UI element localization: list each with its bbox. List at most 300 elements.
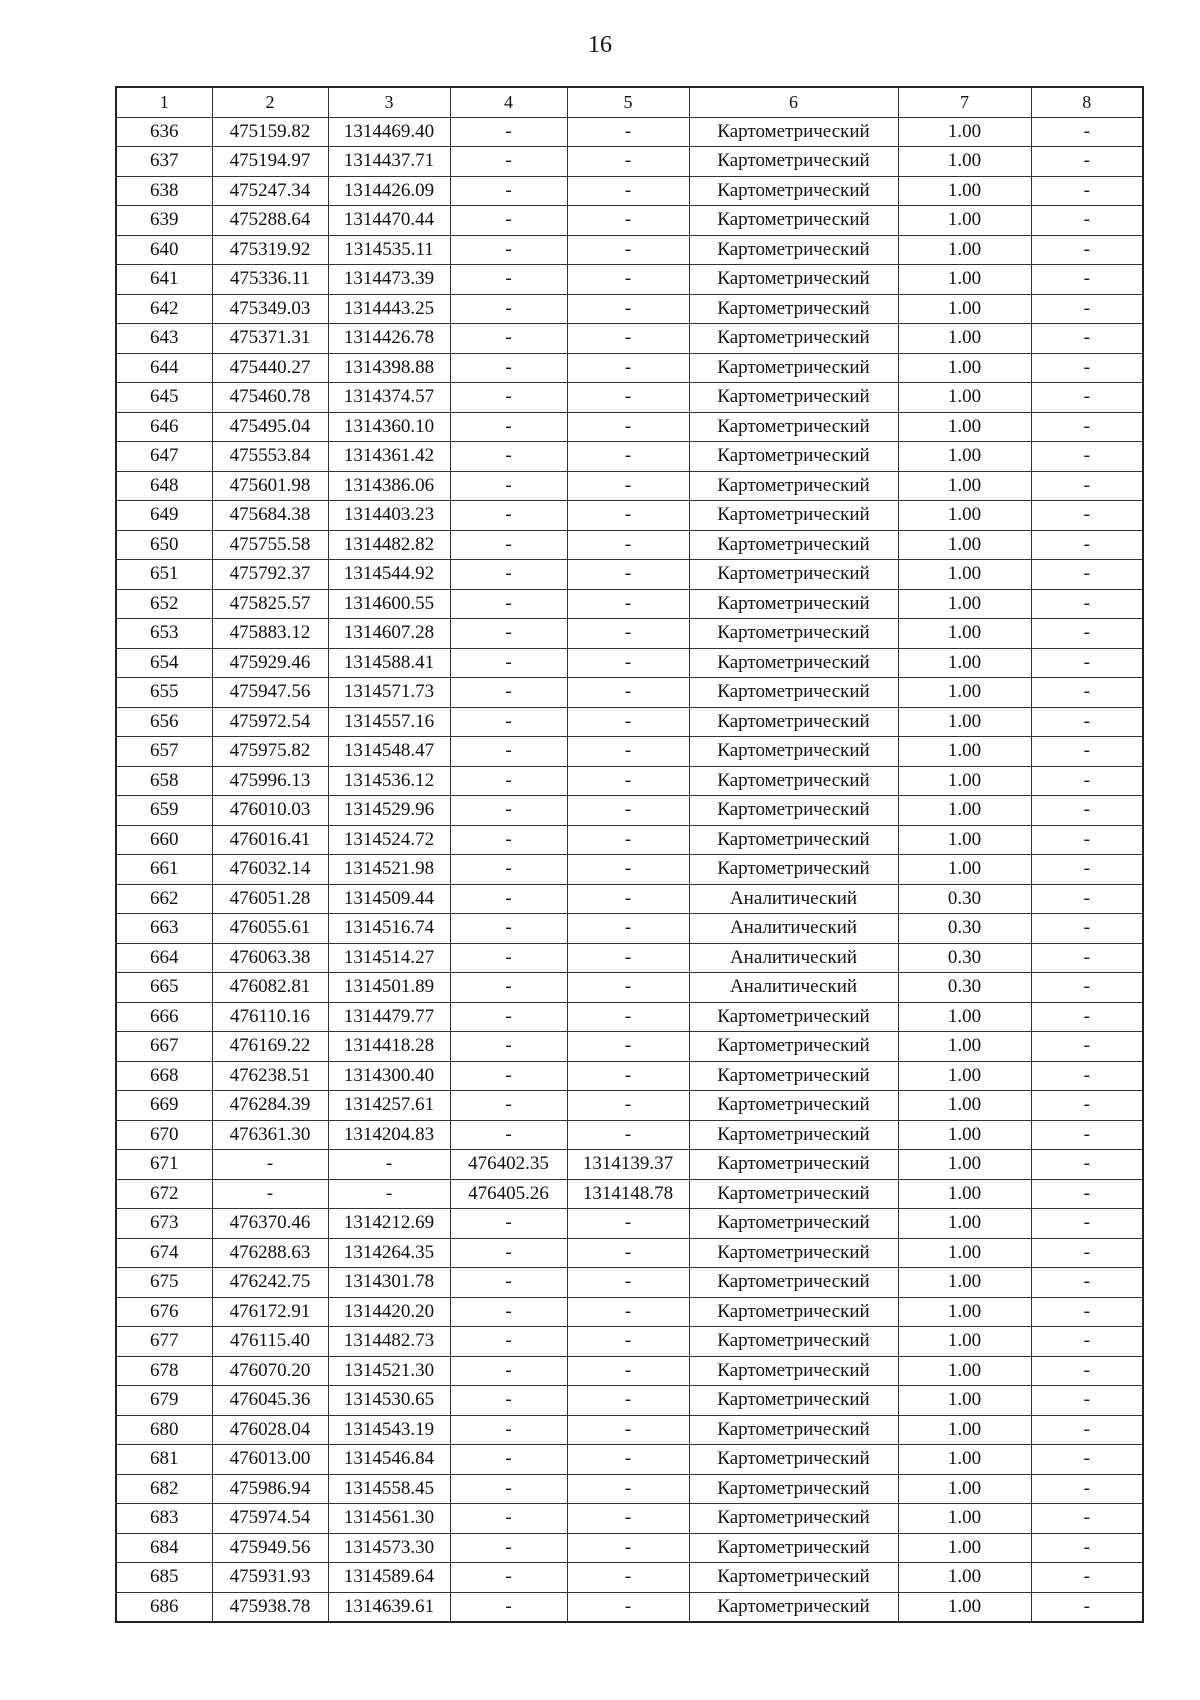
table-cell: - — [450, 412, 567, 442]
table-cell: 1314509.44 — [328, 884, 450, 914]
table-cell: 1.00 — [898, 1445, 1031, 1475]
table-cell: - — [567, 501, 689, 531]
table-cell: 1.00 — [898, 442, 1031, 472]
table-row — [116, 206, 1143, 236]
table-cell: 475947.56 — [212, 678, 328, 708]
table-cell: 476402.35 — [450, 1150, 567, 1180]
table-cell: - — [567, 973, 689, 1003]
table-cell: Картометрический — [689, 1091, 898, 1121]
table-cell: 1314546.84 — [328, 1445, 450, 1475]
table-cell: 675 — [116, 1268, 212, 1298]
table-cell: Картометрический — [689, 766, 898, 796]
table-cell: - — [567, 1061, 689, 1091]
table-cell: - — [1031, 825, 1143, 855]
table-cell: - — [567, 1032, 689, 1062]
table-cell: - — [1031, 855, 1143, 885]
table-row — [116, 619, 1143, 649]
table-cell: 1.00 — [898, 796, 1031, 826]
table-cell: Картометрический — [689, 176, 898, 206]
column-header: 7 — [898, 87, 1031, 117]
table-cell: Картометрический — [689, 1297, 898, 1327]
table-cell: - — [1031, 1533, 1143, 1563]
table-cell: 684 — [116, 1533, 212, 1563]
table-cell: 1.00 — [898, 560, 1031, 590]
table-cell: Картометрический — [689, 383, 898, 413]
table-cell: 475349.03 — [212, 294, 328, 324]
table-cell: 686 — [116, 1592, 212, 1622]
table-cell: 1314420.20 — [328, 1297, 450, 1327]
table-row — [116, 294, 1143, 324]
table-cell: 1314148.78 — [567, 1179, 689, 1209]
table-row — [116, 796, 1143, 826]
table-cell: Картометрический — [689, 412, 898, 442]
table-cell: 476405.26 — [450, 1179, 567, 1209]
table-cell: 1.00 — [898, 1533, 1031, 1563]
table-cell: Картометрический — [689, 648, 898, 678]
table-cell: 1314536.12 — [328, 766, 450, 796]
table-cell: - — [1031, 766, 1143, 796]
table-cell: 683 — [116, 1504, 212, 1534]
table-row — [116, 855, 1143, 885]
table-row — [116, 353, 1143, 383]
table-cell: - — [567, 294, 689, 324]
table-cell: 1314301.78 — [328, 1268, 450, 1298]
table-cell: 475986.94 — [212, 1474, 328, 1504]
table-cell: 475194.97 — [212, 147, 328, 177]
table-cell: 1.00 — [898, 176, 1031, 206]
table-row — [116, 1061, 1143, 1091]
table-cell: 1.00 — [898, 1386, 1031, 1416]
table-cell: 1314482.82 — [328, 530, 450, 560]
table-cell: 1.00 — [898, 1032, 1031, 1062]
table-cell: 476055.61 — [212, 914, 328, 944]
table-cell: 677 — [116, 1327, 212, 1357]
table-cell: 1.00 — [898, 1120, 1031, 1150]
table-cell: 1314524.72 — [328, 825, 450, 855]
table-cell: 1314571.73 — [328, 678, 450, 708]
table-cell: 660 — [116, 825, 212, 855]
table-cell: Картометрический — [689, 442, 898, 472]
table-cell: 666 — [116, 1002, 212, 1032]
table-cell: Картометрический — [689, 619, 898, 649]
table-cell: - — [567, 1445, 689, 1475]
table-row — [116, 147, 1143, 177]
table-row — [116, 1356, 1143, 1386]
table-cell: - — [1031, 1032, 1143, 1062]
table-cell: 475975.82 — [212, 737, 328, 767]
table-cell: 652 — [116, 589, 212, 619]
table-cell: 674 — [116, 1238, 212, 1268]
table-cell: 475825.57 — [212, 589, 328, 619]
table-cell: 1.00 — [898, 1238, 1031, 1268]
table-cell: 653 — [116, 619, 212, 649]
table-row — [116, 235, 1143, 265]
table-cell: 476110.16 — [212, 1002, 328, 1032]
table-cell: - — [567, 648, 689, 678]
table-cell: - — [450, 442, 567, 472]
table-cell: 644 — [116, 353, 212, 383]
table-row — [116, 1032, 1143, 1062]
table-cell: 476070.20 — [212, 1356, 328, 1386]
table-cell: - — [450, 294, 567, 324]
table-row — [116, 1297, 1143, 1327]
table-cell: - — [567, 1297, 689, 1327]
table-cell: - — [1031, 324, 1143, 354]
table-cell: - — [567, 530, 689, 560]
table-cell: 475553.84 — [212, 442, 328, 472]
table-row — [116, 560, 1143, 590]
table-cell: 1314403.23 — [328, 501, 450, 531]
table-cell: 1.00 — [898, 265, 1031, 295]
table-cell: - — [450, 648, 567, 678]
table-cell: - — [567, 412, 689, 442]
table-cell: 1.00 — [898, 294, 1031, 324]
table-cell: - — [1031, 943, 1143, 973]
table-cell: 655 — [116, 678, 212, 708]
table-cell: 1.00 — [898, 1297, 1031, 1327]
column-header: 2 — [212, 87, 328, 117]
table-cell: 1.00 — [898, 1002, 1031, 1032]
table-row — [116, 1504, 1143, 1534]
table-cell: - — [1031, 560, 1143, 590]
table-cell: - — [1031, 1120, 1143, 1150]
table-cell: 1.00 — [898, 1150, 1031, 1180]
table-cell: - — [1031, 294, 1143, 324]
table-cell: - — [450, 1061, 567, 1091]
table-cell: - — [450, 206, 567, 236]
table-cell: - — [567, 206, 689, 236]
table-cell: 681 — [116, 1445, 212, 1475]
table-cell: - — [450, 353, 567, 383]
table-cell: 1.00 — [898, 855, 1031, 885]
table-cell: 1314398.88 — [328, 353, 450, 383]
table-cell: - — [450, 1297, 567, 1327]
table-cell: 1.00 — [898, 1327, 1031, 1357]
table-cell: Картометрический — [689, 1002, 898, 1032]
table-cell: 647 — [116, 442, 212, 472]
table-cell: 1314426.09 — [328, 176, 450, 206]
table-cell: - — [1031, 383, 1143, 413]
table-cell: - — [1031, 1386, 1143, 1416]
table-cell: 1314535.11 — [328, 235, 450, 265]
table-cell: - — [567, 1238, 689, 1268]
table-cell: Картометрический — [689, 1238, 898, 1268]
column-header: 8 — [1031, 87, 1143, 117]
table-cell: Картометрический — [689, 589, 898, 619]
table-cell: Картометрический — [689, 1327, 898, 1357]
table-cell: - — [567, 766, 689, 796]
table-cell: 650 — [116, 530, 212, 560]
table-cell: 476172.91 — [212, 1297, 328, 1327]
table-row — [116, 648, 1143, 678]
table-row — [116, 1268, 1143, 1298]
table-row — [116, 1179, 1143, 1209]
table-cell: 475938.78 — [212, 1592, 328, 1622]
table-cell: - — [567, 1327, 689, 1357]
table-cell: 1314573.30 — [328, 1533, 450, 1563]
table-cell: - — [450, 1356, 567, 1386]
table-cell: Картометрический — [689, 1563, 898, 1593]
table-row — [116, 501, 1143, 531]
table-cell: - — [450, 1209, 567, 1239]
table-row — [116, 442, 1143, 472]
table-cell: - — [567, 1386, 689, 1416]
table-cell: Картометрический — [689, 1356, 898, 1386]
table-cell: - — [1031, 471, 1143, 501]
table-cell: 646 — [116, 412, 212, 442]
table-cell: 639 — [116, 206, 212, 236]
table-cell: 1.00 — [898, 530, 1031, 560]
table-cell: - — [450, 324, 567, 354]
table-cell: - — [1031, 1091, 1143, 1121]
table-cell: 476010.03 — [212, 796, 328, 826]
table-cell: 475336.11 — [212, 265, 328, 295]
table-cell: - — [212, 1179, 328, 1209]
table-cell: 676 — [116, 1297, 212, 1327]
table-cell: 1314418.28 — [328, 1032, 450, 1062]
table-cell: - — [450, 707, 567, 737]
table-cell: 1.00 — [898, 383, 1031, 413]
table-cell: Картометрический — [689, 796, 898, 826]
table-cell: - — [567, 1592, 689, 1622]
table-row — [116, 412, 1143, 442]
table-cell: 638 — [116, 176, 212, 206]
table-cell: 1.00 — [898, 707, 1031, 737]
table-cell: 1314589.64 — [328, 1563, 450, 1593]
table-cell: 1314557.16 — [328, 707, 450, 737]
table-cell: - — [450, 1415, 567, 1445]
table-row — [116, 678, 1143, 708]
table-cell: 668 — [116, 1061, 212, 1091]
table-cell: - — [1031, 678, 1143, 708]
table-cell: - — [567, 1209, 689, 1239]
table-cell: - — [450, 235, 567, 265]
table-cell: - — [1031, 1563, 1143, 1593]
table-cell: 651 — [116, 560, 212, 590]
table-cell: 475495.04 — [212, 412, 328, 442]
table-cell: 1.00 — [898, 648, 1031, 678]
table-cell: - — [450, 766, 567, 796]
table-cell: 476370.46 — [212, 1209, 328, 1239]
table-cell: Картометрический — [689, 1032, 898, 1062]
table-cell: - — [450, 855, 567, 885]
table-cell: 648 — [116, 471, 212, 501]
table-cell: 1314600.55 — [328, 589, 450, 619]
table-cell: 671 — [116, 1150, 212, 1180]
table-cell: - — [1031, 176, 1143, 206]
table-row — [116, 914, 1143, 944]
table-row — [116, 1150, 1143, 1180]
table-row — [116, 117, 1143, 147]
table-cell: - — [567, 471, 689, 501]
table-cell: 475931.93 — [212, 1563, 328, 1593]
table-cell: - — [450, 1592, 567, 1622]
table-cell: - — [567, 383, 689, 413]
table-cell: 1314501.89 — [328, 973, 450, 1003]
table-cell: - — [567, 1533, 689, 1563]
table-row — [116, 1533, 1143, 1563]
table-row — [116, 530, 1143, 560]
table-cell: 1314257.61 — [328, 1091, 450, 1121]
table-cell: 663 — [116, 914, 212, 944]
table-cell: 476238.51 — [212, 1061, 328, 1091]
table-cell: 1.00 — [898, 1179, 1031, 1209]
table-cell: - — [1031, 1268, 1143, 1298]
table-cell: Картометрический — [689, 1533, 898, 1563]
table-cell: 1314530.65 — [328, 1386, 450, 1416]
table-cell: 1.00 — [898, 1061, 1031, 1091]
table-cell: 654 — [116, 648, 212, 678]
table-cell: 1.00 — [898, 206, 1031, 236]
table-row — [116, 884, 1143, 914]
table-cell: Картометрический — [689, 117, 898, 147]
table-cell: Картометрический — [689, 678, 898, 708]
table-cell: 642 — [116, 294, 212, 324]
table-cell: - — [450, 1091, 567, 1121]
table-cell: 475319.92 — [212, 235, 328, 265]
table-cell: - — [567, 1563, 689, 1593]
table-row — [116, 1002, 1143, 1032]
table-cell: - — [567, 1120, 689, 1150]
table-cell: Картометрический — [689, 737, 898, 767]
table-row — [116, 1592, 1143, 1622]
table-cell: - — [450, 1120, 567, 1150]
table-cell: 1314300.40 — [328, 1061, 450, 1091]
table-cell: Картометрический — [689, 1592, 898, 1622]
table-cell: 476051.28 — [212, 884, 328, 914]
table-cell: 1314473.39 — [328, 265, 450, 295]
table-cell: 476063.38 — [212, 943, 328, 973]
table-cell: - — [450, 265, 567, 295]
table-cell: - — [1031, 884, 1143, 914]
table-cell: 1314561.30 — [328, 1504, 450, 1534]
table-cell: 476045.36 — [212, 1386, 328, 1416]
table-cell: - — [1031, 206, 1143, 236]
table-cell: Картометрический — [689, 353, 898, 383]
table-cell: 1314443.25 — [328, 294, 450, 324]
table-cell: 475883.12 — [212, 619, 328, 649]
table-cell: 1.00 — [898, 1563, 1031, 1593]
table-cell: - — [450, 383, 567, 413]
table-cell: Аналитический — [689, 884, 898, 914]
table-cell: Картометрический — [689, 530, 898, 560]
table-cell: 658 — [116, 766, 212, 796]
table-cell: 1.00 — [898, 117, 1031, 147]
table-cell: - — [567, 707, 689, 737]
table-cell: - — [567, 324, 689, 354]
table-cell: 664 — [116, 943, 212, 973]
table-cell: - — [567, 1415, 689, 1445]
table-cell: Аналитический — [689, 914, 898, 944]
table-cell: - — [567, 589, 689, 619]
table-cell: - — [450, 501, 567, 531]
table-cell: 662 — [116, 884, 212, 914]
table-cell: 649 — [116, 501, 212, 531]
table-row — [116, 471, 1143, 501]
table-cell: 475440.27 — [212, 353, 328, 383]
table-cell: Картометрический — [689, 1415, 898, 1445]
table-cell: 475929.46 — [212, 648, 328, 678]
table-cell: - — [567, 619, 689, 649]
table-cell: Картометрический — [689, 206, 898, 236]
table-row — [116, 1445, 1143, 1475]
table-cell: - — [450, 1474, 567, 1504]
table-cell: Картометрический — [689, 1061, 898, 1091]
table-cell: Картометрический — [689, 1179, 898, 1209]
table-row — [116, 737, 1143, 767]
page-number: 16 — [588, 32, 612, 58]
table-cell: 1.00 — [898, 353, 1031, 383]
table-cell: 475792.37 — [212, 560, 328, 590]
table-cell: 1.00 — [898, 737, 1031, 767]
table-cell: 475247.34 — [212, 176, 328, 206]
table-cell: - — [1031, 973, 1143, 1003]
table-cell: - — [567, 1002, 689, 1032]
table-row — [116, 825, 1143, 855]
column-header: 5 — [567, 87, 689, 117]
table-cell: 673 — [116, 1209, 212, 1239]
table-cell: 678 — [116, 1356, 212, 1386]
table-row — [116, 324, 1143, 354]
table-cell: 1314558.45 — [328, 1474, 450, 1504]
table-cell: 643 — [116, 324, 212, 354]
table-cell: 1.00 — [898, 1474, 1031, 1504]
table-cell: 1.00 — [898, 825, 1031, 855]
table-cell: Картометрический — [689, 294, 898, 324]
table-row — [116, 176, 1143, 206]
table-cell: - — [1031, 412, 1143, 442]
table-header-row — [116, 87, 1143, 117]
table-cell: - — [450, 1268, 567, 1298]
table-cell: 1314212.69 — [328, 1209, 450, 1239]
table-cell: Картометрический — [689, 1120, 898, 1150]
table-cell: 659 — [116, 796, 212, 826]
table-cell: 1.00 — [898, 766, 1031, 796]
table-cell: 475601.98 — [212, 471, 328, 501]
table-cell: 1.00 — [898, 412, 1031, 442]
table-cell: 1.00 — [898, 1415, 1031, 1445]
table-cell: - — [450, 619, 567, 649]
table-cell: 1314516.74 — [328, 914, 450, 944]
table-cell: - — [1031, 1356, 1143, 1386]
table-cell: 476028.04 — [212, 1415, 328, 1445]
table-cell: Картометрический — [689, 1150, 898, 1180]
table-cell: 1314639.61 — [328, 1592, 450, 1622]
table-cell: - — [1031, 1445, 1143, 1475]
table-cell: 1.00 — [898, 471, 1031, 501]
table-cell: 475288.64 — [212, 206, 328, 236]
table-cell: 1314374.57 — [328, 383, 450, 413]
table-cell: Картометрический — [689, 235, 898, 265]
table-cell: - — [1031, 501, 1143, 531]
table-cell: 637 — [116, 147, 212, 177]
table-cell: 645 — [116, 383, 212, 413]
table-row — [116, 1474, 1143, 1504]
table-cell: - — [450, 1445, 567, 1475]
table-cell: - — [450, 176, 567, 206]
table-cell: 476288.63 — [212, 1238, 328, 1268]
table-cell: - — [1031, 147, 1143, 177]
table-cell: 1314482.73 — [328, 1327, 450, 1357]
table-cell: - — [567, 884, 689, 914]
table-cell: - — [1031, 914, 1143, 944]
table-cell: - — [1031, 619, 1143, 649]
table-row — [116, 1091, 1143, 1121]
table-cell: 475755.58 — [212, 530, 328, 560]
table-cell: 476013.00 — [212, 1445, 328, 1475]
table-row — [116, 1415, 1143, 1445]
table-cell: 641 — [116, 265, 212, 295]
